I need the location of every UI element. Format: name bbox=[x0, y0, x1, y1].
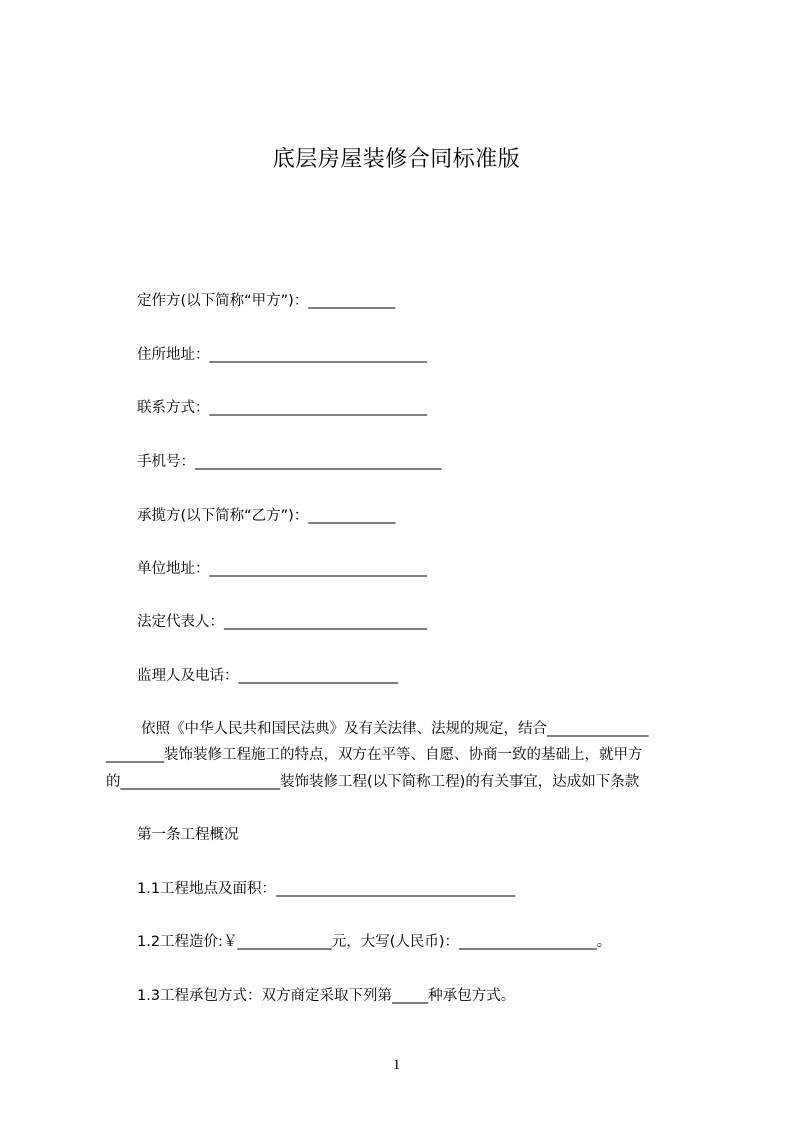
clause-1-2: 1.2工程造价:￥_____________元，大写(人民币)：___________________。 bbox=[137, 934, 612, 950]
document-title: 底层房屋装修合同标准版 bbox=[272, 147, 521, 172]
preamble-line-2: ________装饰装修工程施工的特点，双方在平等、自愿、协商一致的基础上，就甲方 bbox=[106, 747, 643, 763]
party-a-address-line: 住所地址：______________________________ bbox=[137, 347, 427, 363]
supervisor-phone-line: 监理人及电话：______________________ bbox=[137, 668, 398, 684]
contact-method-line: 联系方式：______________________________ bbox=[137, 400, 427, 416]
unit-address-line: 单位地址：______________________________ bbox=[137, 561, 427, 577]
article-1-heading: 第一条工程概况 bbox=[137, 827, 239, 843]
legal-representative-line: 法定代表人：____________________________ bbox=[137, 614, 427, 630]
clause-1-1: 1.1工程地点及面积：_________________________________ bbox=[137, 881, 516, 897]
party-b-line: 承揽方(以下简称“乙方”)：____________ bbox=[137, 508, 396, 524]
preamble-line-1: 依照《中华人民共和国民法典》及有关法律、法规的规定，结合______________ bbox=[141, 721, 649, 737]
page-number: 1 bbox=[392, 1057, 401, 1073]
mobile-line: 手机号：__________________________________ bbox=[137, 454, 442, 470]
preamble-line-3: 的______________________装饰装修工程(以下简称工程)的有关事宜，达成如下条款 bbox=[106, 774, 640, 790]
party-a-line: 定作方(以下简称“甲方”)：____________ bbox=[137, 293, 396, 309]
clause-1-3: 1.3工程承包方式：双方商定采取下列第_____种承包方式。 bbox=[137, 988, 516, 1004]
